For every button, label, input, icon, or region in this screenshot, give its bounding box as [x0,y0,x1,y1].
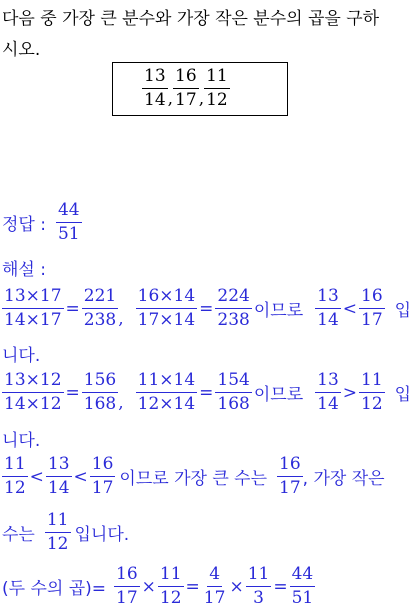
solution-row-2-cont: 니다. [2,431,41,451]
answer-label: 정답 : [2,215,46,235]
fraction: $\frac{154}{168}$ [217,370,250,414]
fraction: $\frac{4}{17}$ [203,564,226,608]
fraction-list [142,68,230,109]
solution-row-1-cont: 니다. [2,346,41,366]
fraction: $\frac{44}{51}$ [291,564,314,608]
fraction: 11 12 [46,510,69,554]
question-line-1: 다음 중 가장 큰 분수와 가장 작은 분수의 곱을 구하 [2,9,380,29]
text: 이므로 [253,301,304,321]
answer-value: 44 51 [57,200,80,244]
solution-label: 해설 : [2,260,46,280]
text: 수는 [2,525,35,545]
relation: < [342,298,358,319]
solution-row-1: $\frac{13\times 17}{14\times 17}$ = $\frac{221}{238}$ , $\frac{16\times 14}{17\times 14}$ = $\frac{224}{238}$ 이므로 13 14 < 16 17 입 [4,286,411,330]
text: 입 [394,301,411,321]
fraction: $\frac{156}{168}$ [83,370,117,414]
solution-row-5: (두 수의 곱)= $\frac{16}{17}$ × $\frac{11}{12}$ = $\frac{4}{17}$ × $\frac{11}{3}$ = $\frac{44}{51}$ [2,564,314,608]
fraction: $\frac{224}{238}$ [217,286,250,330]
fraction: 13 14 [317,286,339,330]
fraction: $\frac{16\times 14}{17\times 14}$ [137,286,196,330]
fraction: $\frac{13\times 12}{14\times 12}$ [4,370,62,414]
question-line-2: 시오. [2,40,41,60]
fraction: 11 12 [4,454,26,498]
separator: , [198,89,205,109]
fraction: $\frac{13\times 17}{14\times 17}$ [4,286,62,330]
fraction: $\frac{221}{238}$ [83,286,117,330]
solution-row-4 [2,512,129,553]
text: 이므로 가장 큰 수는 [119,469,268,489]
text: 입 [394,385,411,405]
fraction: 11 12 [361,370,383,414]
separator: , [167,89,174,109]
fraction: 16 17 [361,286,383,330]
fraction-1: 13 14 [144,66,166,110]
fraction: 13 14 [317,370,339,414]
fraction: $\frac{11\times 14}{12\times 14}$ [137,370,196,414]
fraction: $\frac{11}{12}$ [159,564,182,608]
text: 이므로 [253,385,304,405]
fraction-3: 11 12 [206,66,228,110]
solution-row-2: $\frac{13\times 12}{14\times 12}$ = $\frac{156}{168}$ , $\frac{11\times 14}{12\times 14}$ = $\frac{154}{168}$ 이므로 13 14 > 11 12 입 [4,370,411,414]
fraction: $\frac{11}{3}$ [247,564,270,608]
solution-row-3: 11 12 < 13 14 < 16 17 이므로 가장 큰 수는 16 17 , 가장 작은 [4,454,385,498]
text: 입니다. [74,525,130,545]
text: , 가장 작은 [302,469,385,489]
fraction-2: 16 17 [175,66,197,110]
fraction: 13 14 [47,454,70,498]
text: (두 수의 곱)= [2,579,107,599]
relation: > [342,382,358,403]
fraction: 16 17 [91,454,114,498]
fraction: $\frac{16}{17}$ [116,564,138,608]
answer-row [2,202,82,243]
fraction: 16 17 [279,454,301,498]
